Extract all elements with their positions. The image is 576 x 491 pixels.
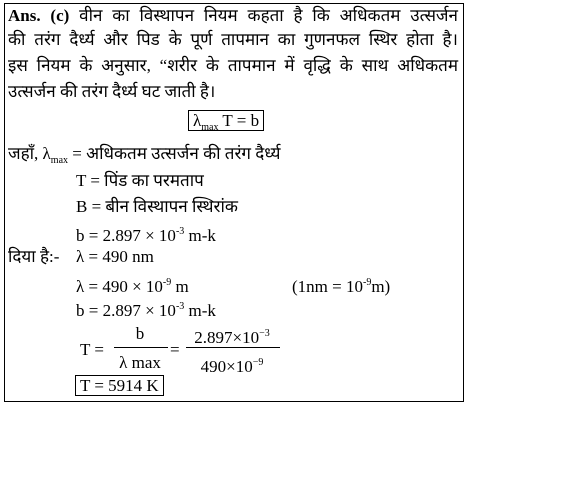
formula-box: [188, 111, 264, 138]
where-prefix: जहाँ, λ: [8, 144, 51, 163]
b-definition: B = बीन विस्थापन स्थिरांक: [76, 197, 238, 216]
where-line: [8, 144, 281, 171]
fraction-1-bar: [114, 347, 168, 348]
result-line: [75, 376, 164, 396]
num2-base: 2.897×10: [194, 328, 260, 347]
den2-exp: −9: [252, 357, 264, 368]
para-line-1: वीन का विस्थापन नियम कहता है कि अधिकतम उत्सर्जन: [79, 6, 458, 25]
given-label: दिया है:-: [8, 247, 60, 266]
conv-base: (1nm = 10: [292, 277, 363, 296]
given-line-2: [76, 273, 189, 297]
equation-lhs: T =: [80, 340, 104, 359]
where-text: = अधिकतम उत्सर्जन की तरंग दैर्ध्य: [68, 144, 281, 163]
answer-line-1: [8, 6, 458, 26]
where-sub: max: [50, 155, 69, 166]
fraction-2-denominator: [184, 353, 280, 377]
given-line-3: [76, 297, 216, 321]
conv-exp: -9: [362, 277, 372, 288]
formula-lambda: λ: [193, 111, 202, 130]
b-value-exp: -3: [175, 226, 185, 237]
fraction-2-numerator: [184, 324, 280, 348]
para-line-4: उत्सर्जन की तरंग दैर्ध्य घट जाती है।: [8, 82, 216, 101]
t-definition: T = पिंड का परमताप: [76, 171, 204, 190]
para-line-2: की तरंग दैर्ध्य और पिड के पूर्ण तापमान का गुणनफल स्थिर होता है।: [8, 30, 458, 49]
den2-base: 490×10: [200, 357, 253, 376]
given-line-2-unit: m: [171, 277, 189, 296]
given-line-2-base: λ = 490 × 10: [76, 277, 163, 296]
b-value-unit: m-k: [184, 226, 216, 245]
equation-equals: =: [170, 340, 180, 359]
b-value-line: [76, 222, 216, 246]
conv-unit: m): [371, 277, 391, 296]
fraction-1-numerator: b: [135, 324, 145, 343]
formula-rest: T = b: [218, 111, 260, 130]
given-line-3-unit: m-k: [184, 301, 216, 320]
given-line-1: λ = 490 nm: [76, 247, 154, 266]
fraction-1-denominator: λ max: [119, 353, 161, 372]
num2-exp: −3: [259, 328, 270, 339]
given-line-2-exp: -9: [162, 277, 172, 288]
para-line-3: इस नियम के अनुसार, “शरीर के तापमान में वृद्धि के साथ अधिकतम: [8, 56, 458, 75]
conversion-note: [292, 273, 390, 297]
result-box: T = 5914 K: [75, 375, 164, 396]
given-line-3-base: b = 2.897 × 10: [76, 301, 176, 320]
formula-sub: max: [201, 122, 219, 133]
fraction-2-bar: [186, 347, 280, 348]
given-line-3-exp: -3: [175, 301, 185, 312]
answer-label: Ans. (c): [8, 6, 70, 25]
b-value-base: b = 2.897 × 10: [76, 226, 176, 245]
